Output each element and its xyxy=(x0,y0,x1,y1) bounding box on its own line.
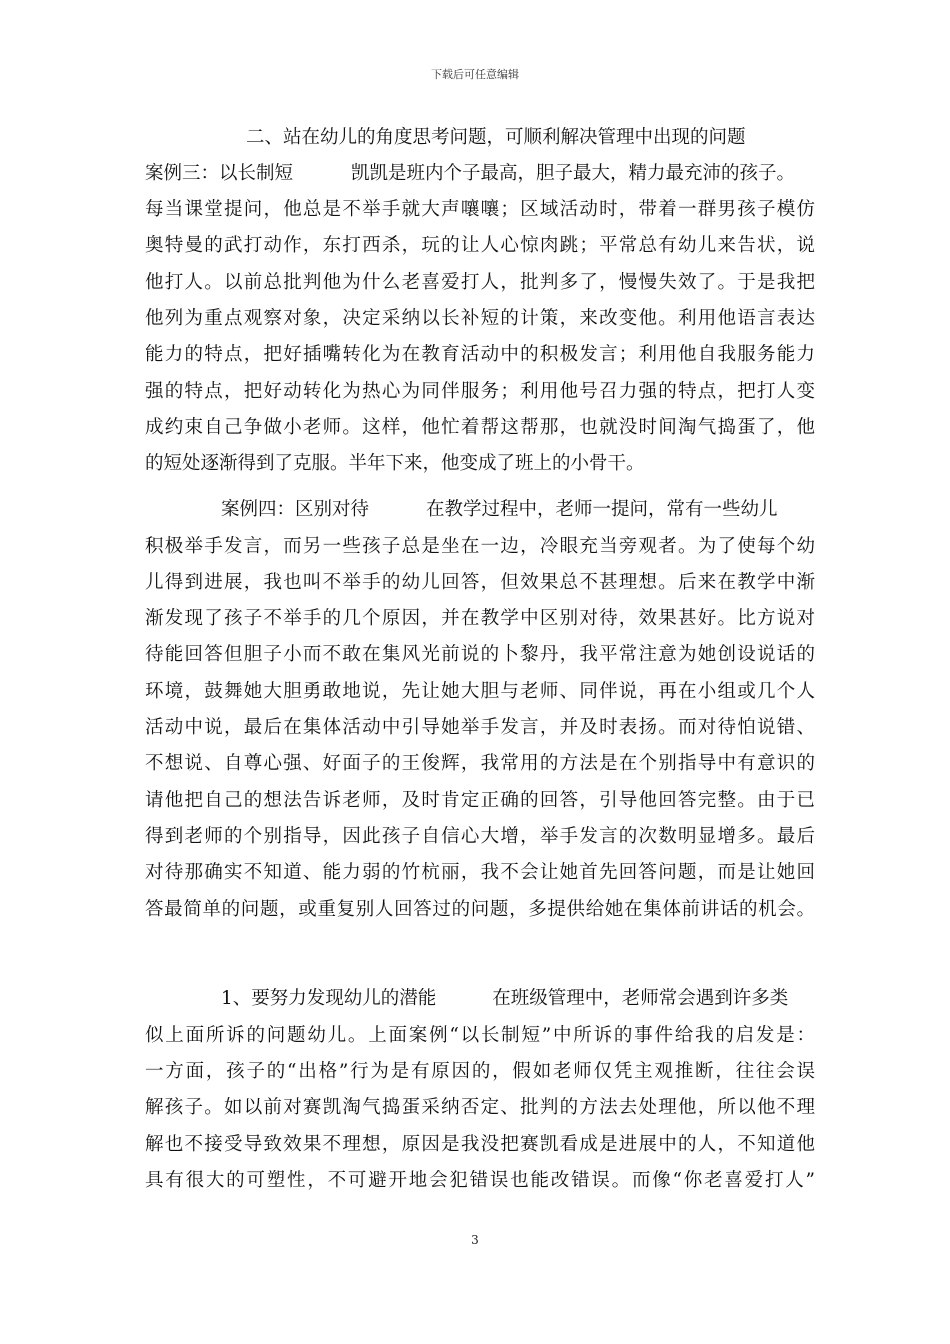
section1-line-2: 一方面，孩子的“出格”行为是有原因的，假如老师仅凭主观推断，往往会误 xyxy=(145,1061,815,1082)
case4-line-5: 环境，鼓舞她大胆勇敢地说，先让她大胆与老师、同伴说，再在小组或几个人 xyxy=(145,681,815,702)
page-header: 下载后可任意编辑 xyxy=(431,68,519,81)
section1-line-0: 在班级管理中，老师常会遇到许多类 xyxy=(492,988,789,1009)
case4-first-line xyxy=(221,498,815,522)
section1-line-4: 解也不接受导致效果不理想，原因是我没把赛凯看成是进展中的人，不知道他 xyxy=(145,1134,815,1155)
case3-line-1: 每当课堂提问，他总是不举手就大声嚷嚷；区域活动时，带着一群男孩子模仿 xyxy=(145,199,815,220)
section1-line-1: 似上面所诉的问题幼儿。上面案例“以长制短”中所诉的事件给我的启发是： xyxy=(145,1025,815,1046)
case3-first-line xyxy=(145,162,815,186)
case3-line-7: 成约束自己争做小老师。这样，他忙着帮这帮那，也就没时间淘气捣蛋了，他 xyxy=(145,417,815,438)
case4-line-3: 渐发现了孩子不举手的几个原因，并在教学中区别对待，效果甚好。比方说对 xyxy=(145,608,815,629)
case4-line-11: 答最简单的问题，或重复别人回答过的问题，多提供给她在集体前讲话的机会。 xyxy=(145,899,815,920)
section-heading: 二、站在幼儿的角度思考问题，可顺利解决管理中出现的问题 xyxy=(246,127,746,148)
case3-line-4: 他列为重点观察对象，决定采纳以长补短的计策，来改变他。利用他语言表达 xyxy=(145,308,815,329)
section1-first-line xyxy=(221,987,815,1011)
case4-line-7: 不想说、自尊心强、好面子的王俊辉，我常用的方法是在个别指导中有意识的 xyxy=(145,753,815,774)
case3-line-6: 强的特点，把好动转化为热心为同伴服务；利用他号召力强的特点，把打人变 xyxy=(145,381,815,402)
case3-title: 案例三：以长制短 xyxy=(145,163,294,184)
section1-line-5: 具有很大的可塑性，不可避开地会犯错误也能改错误。而像“你老喜爱打人” xyxy=(145,1170,815,1191)
case4-title: 案例四：区别对待 xyxy=(221,499,370,520)
case4-line-10: 对待那确实不知道、能力弱的竹杭丽，我不会让她首先回答问题，而是让她回 xyxy=(145,862,815,883)
case3-line-3: 他打人。以前总批判他为什么老喜爱打人，批判多了，慢慢失效了。于是我把 xyxy=(145,272,815,293)
case4-line-9: 得到老师的个别指导，因此孩子自信心大增，举手发言的次数明显增多。最后 xyxy=(145,826,815,847)
case3-line-2: 奥特曼的武打动作，东打西杀，玩的让人心惊肉跳；平常总有幼儿来告状，说 xyxy=(145,235,815,256)
case3-line-0: 凯凯是班内个子最高，胆子最大，精力最充沛的孩子。 xyxy=(351,163,796,184)
case3-line-5: 能力的特点，把好插嘴转化为在教育活动中的积极发言；利用他自我服务能力 xyxy=(145,344,815,365)
case4-line-8: 请他把自己的想法告诉老师，及时肯定正确的回答，引导他回答完整。由于已 xyxy=(145,790,815,811)
page-number: 3 xyxy=(471,1233,479,1247)
case3-line-8: 的短处逐渐得到了克服。半年下来，他变成了班上的小骨干。 xyxy=(145,453,645,474)
case4-line-4: 待能回答但胆子小而不敢在集风光前说的卜黎丹，我平常注意为她创设说话的 xyxy=(145,644,815,665)
section1-line-3: 解孩子。如以前对赛凯淘气捣蛋采纳否定、批判的方法去处理他，所以他不理 xyxy=(145,1097,815,1118)
section1-title: 1、要努力发现幼儿的潜能 xyxy=(221,988,437,1009)
case4-line-2: 儿得到进展，我也叫不举手的幼儿回答，但效果总不甚理想。后来在教学中渐 xyxy=(145,572,815,593)
case4-line-6: 活动中说，最后在集体活动中引导她举手发言，并及时表扬。而对待怕说错、 xyxy=(145,717,815,738)
case4-line-0: 在教学过程中，老师一提问，常有一些幼儿 xyxy=(426,499,778,520)
case4-line-1: 积极举手发言，而另一些孩子总是坐在一边，冷眼充当旁观者。为了使每个幼 xyxy=(145,536,815,557)
